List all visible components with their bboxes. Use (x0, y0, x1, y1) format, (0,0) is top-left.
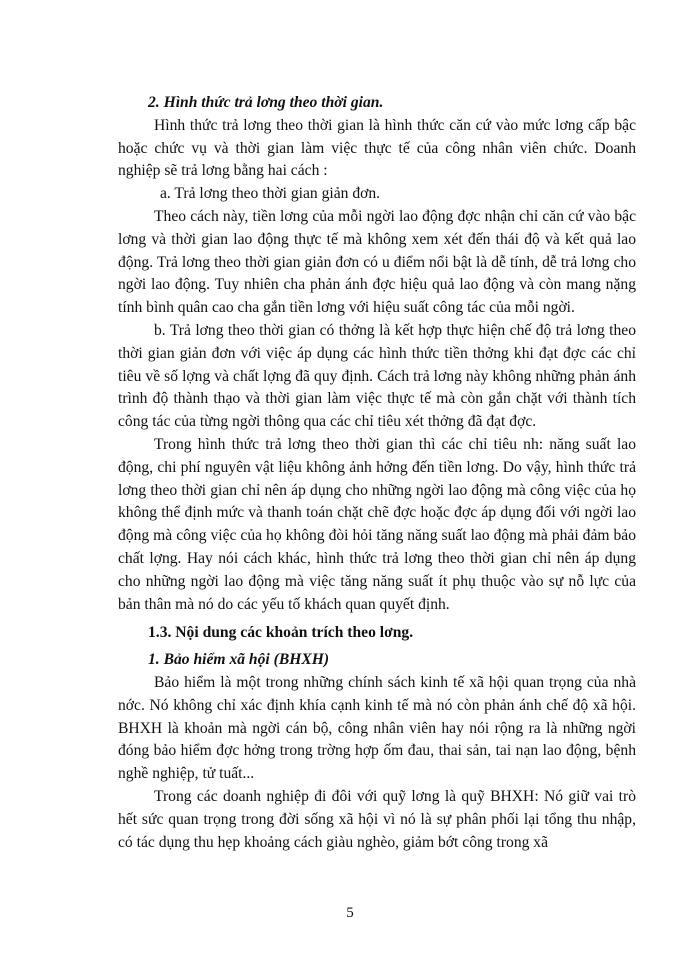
paragraph-time-pay-indicators: Trong hình thức trả lơng theo thời gian thì các chỉ tiêu nh: năng suất lao động, chi phí nguyên vật liệu không ảnh hởng đến tiền lơng. Do vậy, hình thức trả lơng theo thời gian chỉ nên áp dụng cho những ngời lao động mà công việc của họ không thể định mức và thanh toán chặt chẽ đợc hoặc đợc áp dụng đối với ngời lao động mà công việc của họ không đòi hỏi tăng năng suất lao động mà phải đảm bảo chất lợng. Hay nói cách khác, hình thức trả lơng theo thời gian chỉ nên áp dụng cho những ngời lao động mà việc tăng năng suất ít phụ thuộc vào sự nỗ lực của bản thân mà nó do các yếu tố khách quan quyết định. (118, 435, 636, 613)
paragraph-bonus-time-pay: b. Trả lơng theo thời gian có thởng là kết hợp thực hiện chế độ trả lơng theo thời gian giản đơn với việc áp dụng các hình thức tiền thởng khi đạt đợc các chỉ tiêu về số lợng và chất lợng đã quy định. Cách trả lơng này không những phản ánh trình độ thành thạo và thời gian làm việc thực tế mà còn gắn chặt với thành tích công tác của từng ngời thông qua các chỉ tiêu xét thởng đã đạt đợc. (118, 321, 636, 431)
paragraph-bhxh-fund: Trong các doanh nghiệp đi đôi với quỹ lơng là quỹ BHXH: Nó giữ vai trò hết sức quan trọng trong đời sống xã hội vì nó là sự phân phối lại tổng thu nhập, có tác dụng thu hẹp khoảng cách giàu nghèo, giảm bớt công trong xã (118, 787, 636, 851)
paragraph-intro: Hình thức trả lơng theo thời gian là hình thức căn cứ vào mức lơng cấp bậc hoặc chức vụ và thời gian làm việc thực tế của công nhân viên chức. Doanh nghiệp sẽ trả lơng bằng hai cách : (118, 116, 636, 180)
subsection-heading-bhxh: 1. Bảo hiểm xã hội (BHXH) (148, 651, 330, 669)
paragraph-simple-time-pay: Theo cách này, tiền lơng của mỗi ngời lao động đợc nhận chỉ căn cứ vào bậc lơng và thời gian lao động thực tế mà không xem xét đến thái độ và kết quả lao động. Trả lơng theo thời gian giản đơn có u điểm nổi bật là dễ tính, dễ trả lơng cho ngời lao động. Tuy nhiên cha phản ánh đợc hiệu quả lao động và còn mang nặng tính bình quân cao cha gắn tiền lơng với hiệu suất công tác của mỗi ngời. (118, 207, 636, 317)
page-number: 5 (346, 905, 354, 921)
section-heading-1-3: 1.3. Nội dung các khoản trích theo lơng. (148, 624, 414, 642)
item-a-heading: a. Trả lơng theo thời gian giản đơn. (160, 185, 381, 203)
document-page (118, 92, 636, 854)
section-heading-2: 2. Hình thức trả lơng theo thời gian. (148, 94, 384, 111)
paragraph-bhxh-definition: Bảo hiểm là một trong những chính sách kinh tế xã hội quan trọng của nhà nớc. Nó không chỉ xác định khía cạnh kinh tế mà nó còn phản ánh chế độ xã hội. BHXH là khoản mà ngời cán bộ, công nhân viên hay nói rộng ra là những ngời đóng bảo hiểm đợc hởng trong trờng hợp ốm đau, thai sản, tai nạn lao động, bệnh nghề nghiệp, tử tuất... (118, 673, 636, 783)
